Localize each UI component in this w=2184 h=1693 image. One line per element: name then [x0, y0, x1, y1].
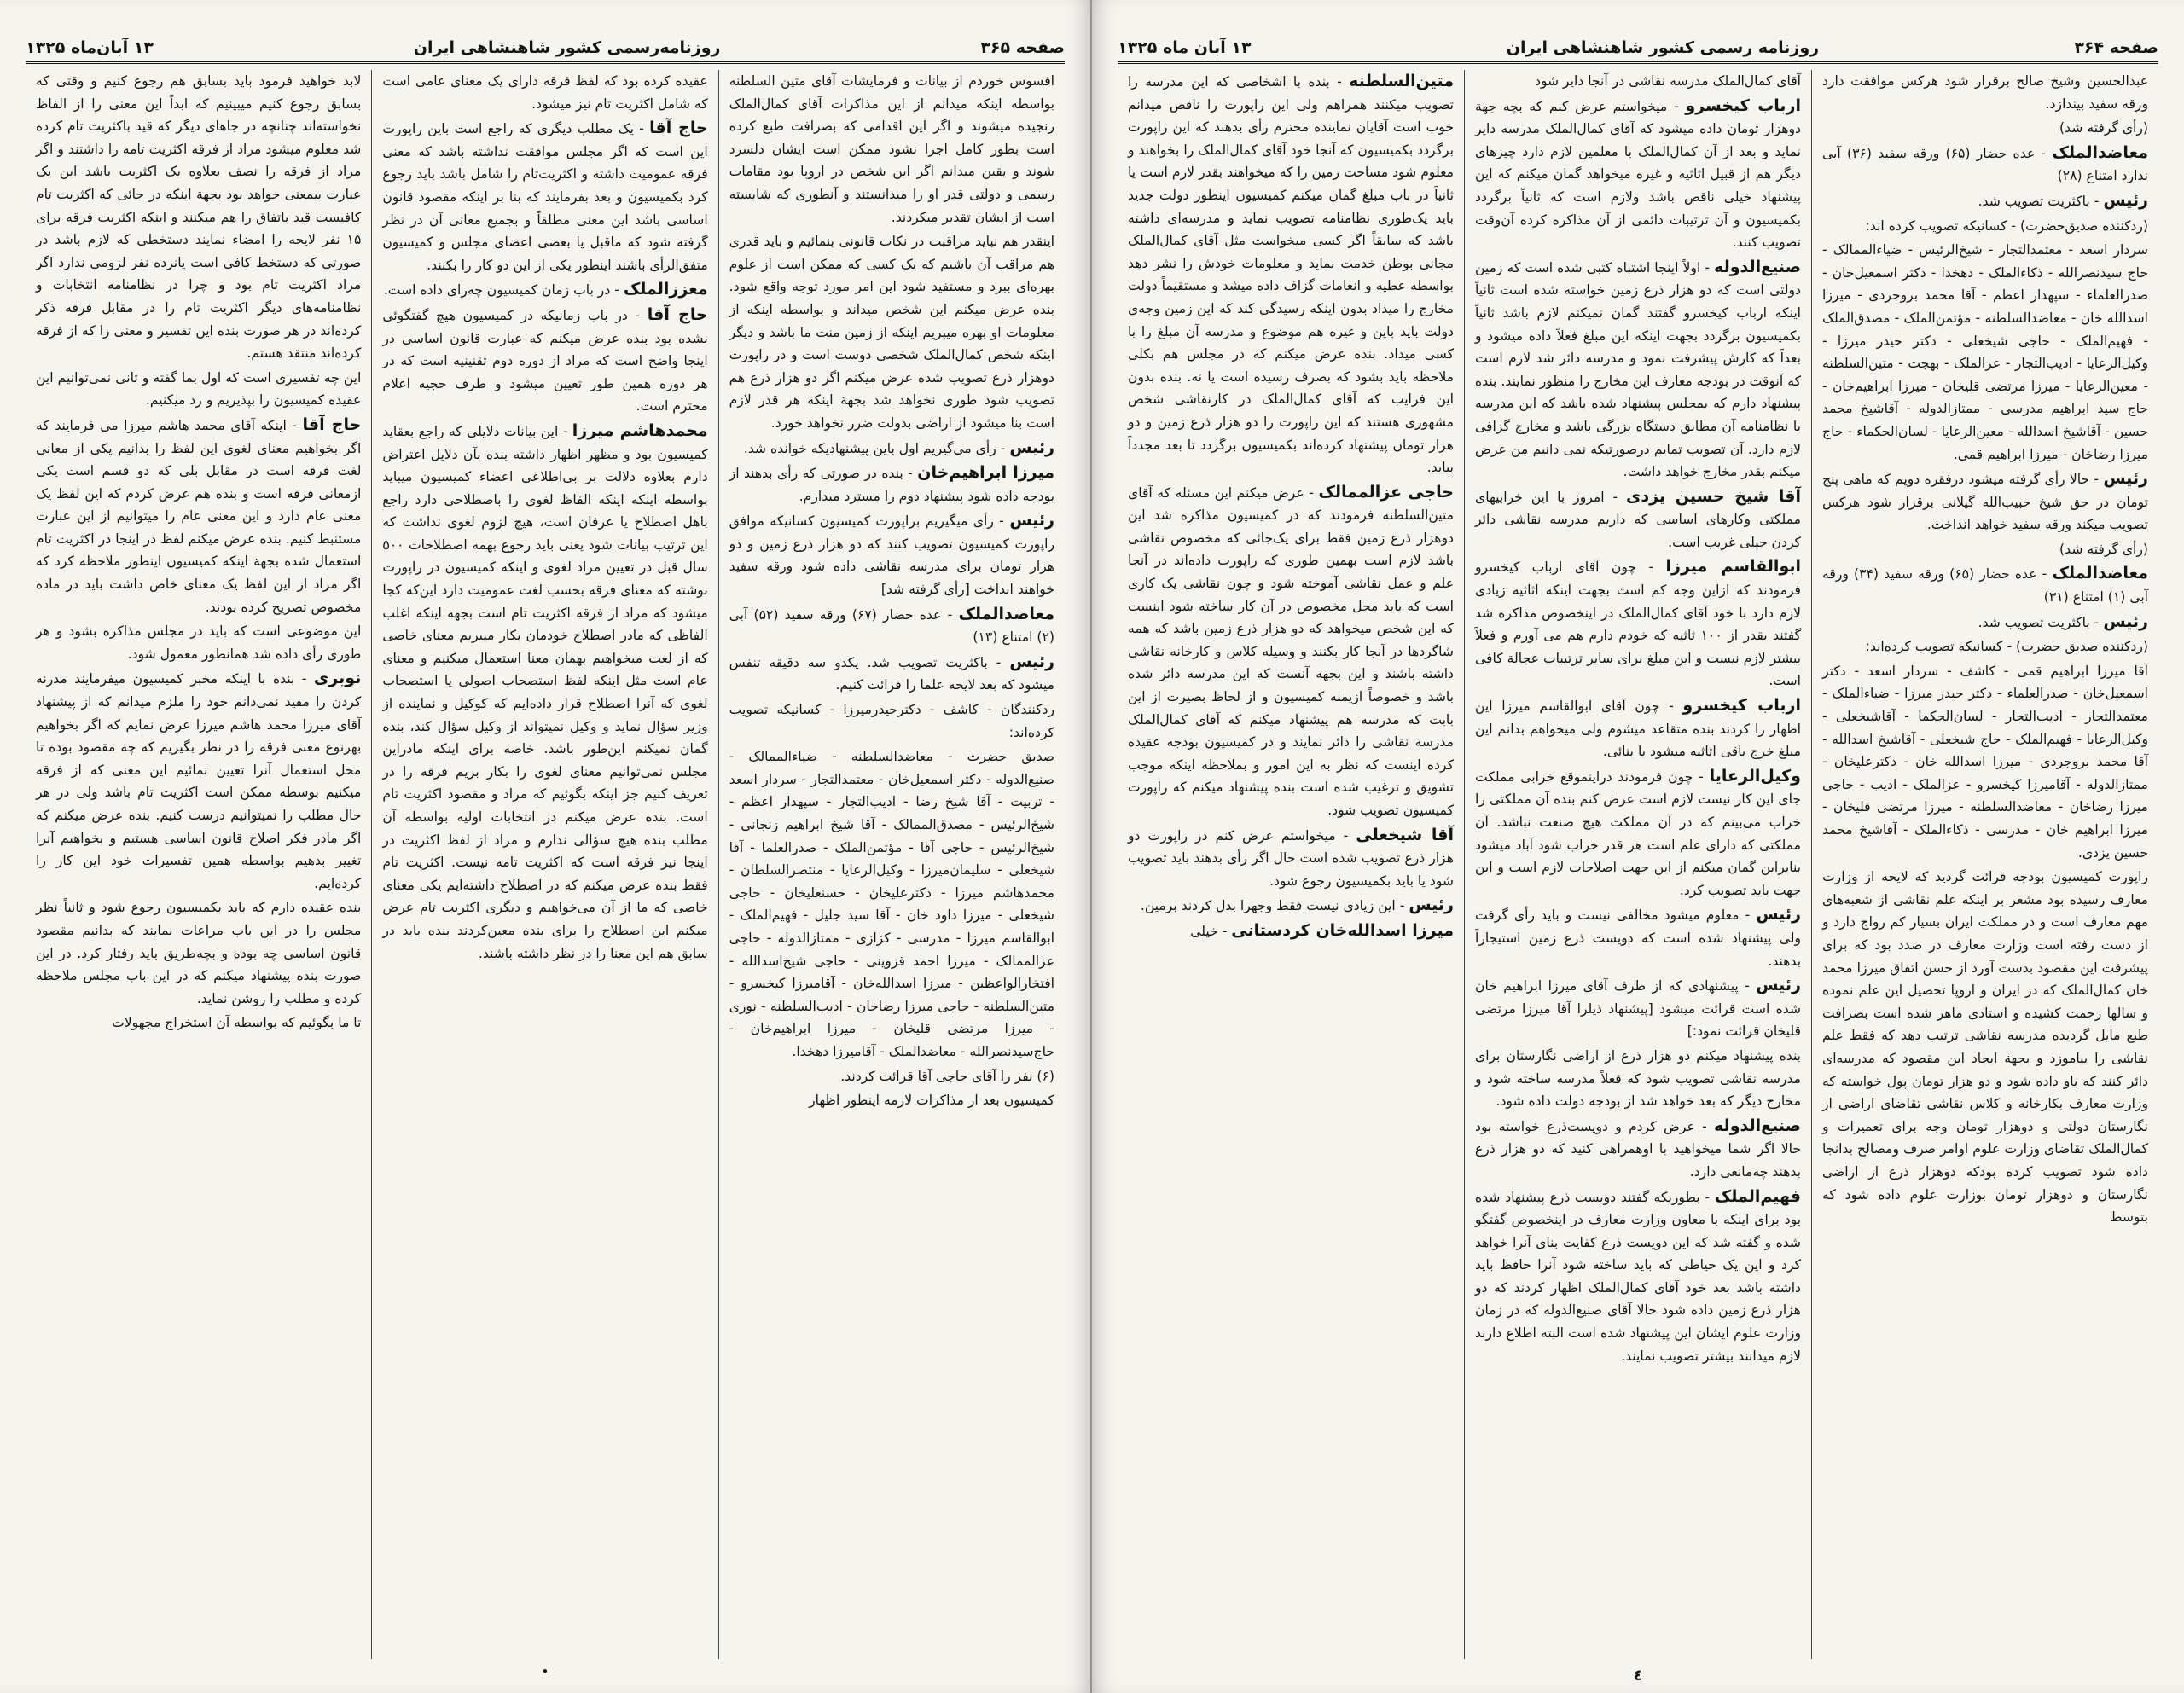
speaker-paragraph: ارباب کیخسرو - چون آقای ابوالقاسم میرزا این اظهار را کردند بنده متقاعد میشوم ولی میخواهم بدانم این مبلغ خرج باقی اثاثیه میشود یا بنائی. [1475, 696, 1801, 760]
speaker-paragraph: رئیس - حالا رأی گرفته میشود درفقره دویم که ماهی پنج تومان در حق شیخ حبیب‌الله گیلانی برقرار شود هرکس تصویب میکند ورقه سفید خواهد انداخت. [1822, 469, 2148, 533]
right-header-rule [1118, 61, 2158, 64]
speaker-paragraph: معاضدالملک - عده حضار (۶۵) ورقه سفید (۳۴) ورقه آبی (۱) امتناع (۳۱) [1822, 564, 2149, 606]
speaker-paragraph: رئیس - باکثریت تصویب شد. [1978, 612, 2148, 631]
speaker-paragraph: محمدهاشم میرزا - این بیانات دلایلی که راجع بعقاید کمیسیون بود و مظهر اظهار داشته بنده بآن دلایل اعتراض دارم بعلاوه دلالت بر بی‌اطلاعی اعضاء کمیسیون میباید بواسطه اینکه اینکه الفاظ لغوی را باصطلاحی دارد راجع باهل اصطلاح یا عرفان است، هیچ لزوم لغوی نداشت که این ترتیب بیانات شود یعنی باید رجوع بهمه اصطلاحات ۵۰۰ سال قبل در تعیین مراد لغوی و اینکه کمیسیون در راپورت نوشته که معنای فرقه بحسب لغت عمومیت دارد این‌که کجا میشود که مراد از فرقه اکثریت تام است بجهه اینکه اغلب الفاظی که مادر اصطلاح خودمان بکار میبریم معنای خاصی که از لغت میخواهیم بهمان معنا استعمال میکنیم و معنای عام است مثل اینکه لفظ استصحاب اصولی یا استصحاب لغوی که آنرا اصطلاح قرار داده‌ایم که کوکیل و نماینده از وزیر سؤال نماید و وکیل نمیتواند از وکیل سؤال کند، بنده گمان نمیکنم این‌طور باشد. خاصه برای اینکه مادراین مجلس نمی‌توانیم معنای لغوی را بکار بریم فرقه را در تعریف کنیم جز اینکه بگوئیم که مراد و مقصود اکثریت تام است. بنده عرض میکنم در انتخابات اولیه بواسطه آن مطلب بنده هیچ سؤالی ندارم و مراد از لفظ اکثریت در اینجا نیز فرقه است که اکثریت تامه نیست. اکثریت تام فقط بنده عرض میکنم که در اصطلاح داشته‌ایم یکی معنای خاصی که ما از آن می‌خواهیم و دیگری اکثریت تام عرض میکنم این اصطلاح را برای بنده معین‌کردند بنده باید در سابق هم این معنا را در نظر داشته باشند. [382, 420, 708, 961]
speaker-name: حاجی عزالممالک [1318, 482, 1454, 502]
speaker-name: حاج آقا [647, 304, 708, 324]
speech-text: بنده با اینکه مخبر کمیسیون میفرمایند مدرنه کردن را مفید نمی‌دانم خود را ملزم میدانم که از پیشنهاد آقای میرزا محمد هاشم میرزا عرض نمایم که اگر بخواهیم بهرنوع معنی فرقه را در نظر بگیریم که چه مقصود بوده تا محل استعمال آنرا تعیین نمائیم این معنی که از فرقه میکنیم بوسطه ممکن است اکثریت تام باشد ولی در هر حال مطلب را نمیتوانیم درست کنیم. بنده عرض میکنم که اگر مادر فکر اصلاح قانون اساسی هستیم و بخواهیم آنرا تغییر بدهیم بواسطه همین تفسیرات خود این کار را کرده‌ایم. [36, 671, 362, 891]
speech-text: عرض کردم و دویست‌ذرع خواسته بود حالا اگر شما میخواهید با اوهمراهی کنید که دو هزار ذرع بدهند چه‌مانعی دارد. [1475, 1118, 1801, 1180]
right-page-header [1118, 38, 2158, 58]
left-page-date: ۱۳ آبان‌ماه ۱۳۲۵ [26, 38, 154, 57]
speaker-paragraph: حاج آقا - یک مطلب دیگری که راجع است باین راپورت این است که اگر مجلس موافقت نداشته باشد که معنی فرقه عمومیت داشته و اکثریت‌تام‌ را شامل باشد باید رجوع کرد بکمیسیون و بعد بفرمایند که بنا بر اینکه مقصود قانون اساسی باشد این معنی مطلقاً و بجمیع معانی آن در نظر گرفته شود که ماقبل یا بعضی اعضای مجلس و کمیسیون متفق‌الرأی باشند اینطور یکی از این دو کار را بکنند. [382, 119, 708, 273]
speaker-name: معززالملک [623, 280, 708, 299]
speaker-name: فهیم‌الملک [1714, 1186, 1801, 1206]
text-paragraph: آقای کمال‌الملک مدرسه نقاشی در آنجا دایر شود [1535, 73, 1801, 89]
left-header-rule [26, 61, 1065, 64]
speaker-name: وکیل‌الرعایا [1709, 766, 1801, 786]
speech-text: میخواستم عرض کنم در راپورت دو هزار ذرع تصویب شده است حال اگر رأی بدهند باید تصویب شود یا باید بکمیسیون رجوع شود. [1128, 827, 1454, 889]
speech-text: حالا رأی گرفته میشود درفقره دویم که ماهی پنج تومان در حق شیخ حبیب‌الله گیلانی برقرار شود هرکس تصویب میکند ورقه سفید خواهد انداخت. [1822, 472, 2148, 533]
right-column-1 [1812, 70, 2158, 1659]
speaker-name: محمدهاشم میرزا [572, 420, 708, 440]
speaker-paragraph: معاضدالملک - عده حضار (۶۵) ورقه سفید (۳۶) آبی ندارد امتناع (۲۸) [1822, 142, 2148, 184]
speaker-paragraph: رئیس - معلوم میشود مخالفی نیست و باید رأی گرفت ولی پیشنهاد شده است که دویست ذرع زمین استیجاراً بدهند. [1475, 905, 1801, 969]
speaker-name: رئیس [2103, 612, 2148, 631]
text-paragraph: بنده عقیده دارم که باید بکمیسیون رجوع شود و ثانیاً نظر مجلس را در این باب مراعات نمایند که بدانیم مقصود قانون اساسی چه بوده و بچه‌طریق باید رفتار کرد. در این صورت بنده پیشنهاد میکنم که در این باب مجلس ملاحظه کرده و مطلب را روشن نماید. [36, 900, 362, 1006]
text-paragraph: (ردکننده صدیق حضرت) - کسانیکه تصویب کرده‌اند: [1865, 639, 2148, 655]
text-paragraph: (۶) نفر را آقای حاجی آقا قرائت کردند. [840, 1068, 1054, 1084]
speaker-paragraph: رئیس - باکثریت تصویب شد. یکدو سه دقیقه تنفس میشود که بعد لایحه علما را قرائت کنیم. [729, 652, 1054, 693]
right-newspaper-name: روزنامه رسمی کشور شاهنشاهی ایران [1506, 38, 1820, 57]
text-paragraph: لابد خواهید فرمود باید بسابق هم رجوع کنیم و وقتی که بسابق رجوع کنیم میبینیم که ابداً این معنی را از الفاظ نخواسته‌اند چنانچه در جاهای دیگر که قید باکثریت تام کرده شد معلوم میشود مراد از فرقه اکثریت تامه را داشتند و اگر مراد از فرقه را نصف بعلاوه یک اکثریت باشد این یک عبارت بیمعنی خواهد بود بجهة اینکه در جائی که اکثریت تام کافیست قید باتفاق را هم میکنند و اینکه اکثریت فرقه برای ۱۵ نفر لایحه را امضاء نمایند دستخطی که لازم باشد در صورتی که دستخط کافی است یانزده نفر لزومی ندارد اگر مراد اکثریت تام بود و چرا در نظامنامه انتخابات و نظامنامه‌های دیگر اکثریت تام را در مقابل فرقه ذکر کرده‌اند در هر صورت بنده این تفسیر و معنی را که از فرقه کرده‌اند منتقد هستم. [36, 73, 362, 362]
left-page-number: صفحه ۳۶۵ [980, 38, 1065, 57]
left-column-1 [719, 70, 1065, 1659]
speaker-paragraph: ارباب کیخسرو - میخواستم عرض کنم که بچه جهة دوهزار تومان داده میشود که آقای کمال‌الملک مدرسه دایر نماید و بعد از آن کمال‌الملک با معلمین لازم دارد چیزهای دیگر هم از قبیل اثاثیه و غیره میخواهد گمان میکنم که این پیشنهاد خیلی ناقص باشد ولازم است که ثانیاً برگردد بکمیسیون و آن ترتیبات دائمی از آن مذاکره کرده آن‌وقت تصویب کنند. [1475, 96, 1802, 251]
speaker-name: رئیس [1009, 652, 1054, 671]
speaker-name: نوبری [313, 669, 362, 688]
text-paragraph: ردکنندگان - کاشف - دکترحیدرمیرزا - کسانیکه تصویب کرده‌اند: [729, 702, 1054, 740]
speech-text: باکثریت تصویب شد. یکدو سه دقیقه تنفس میشود که بعد لایحه علما را قرائت کنیم. [729, 654, 1054, 693]
speech-text: رأی میگیریم براپورت کمیسیون کسانیکه موافق راپورت کمیسیون تصویب کنند که دو هزار ذرع زمین و دو هزار تومان برای مدرسه نقاشی داده شود ورقه سفید خواهند انداخت [رأی گرفته شد] [729, 513, 1054, 598]
speaker-paragraph: معززالملک - در باب زمان کمیسیون چه‌رای داده است. [383, 280, 708, 299]
speaker-name: آقا شیخ حسین یزدی [1626, 486, 1801, 506]
speech-text: اولاً اینجا اشتباه کتبی شده است که زمین دولتی است که دو هزار ذرع زمین خواسته شده است ثانیاً اینکه ارباب کیخسرو گفتند گمان نمیکنم لازم باشد ثانیاً بکمیسیون برگردد بجهت اینکه این مبلغ فعلاً داده میشود و بعداً که کارش پیشرفت نمود و مدرسه دائر شد لازم است که آنوقت در بودجه معارف این مخارج را منظور نمایند. بنده پیشنهاد دارم که بمجلس پیشنهاد شده باشد که این مدرسه یا نظامنامه آن مطابق دستگاه بزرگی باشد و مخارج گزافی لازم دارد. آن تصویب تمایم درصورتیکه نمی دانیم من عرض میکنم بقدر مخارج خواهد داشت. [1475, 259, 1801, 480]
speech-text: بنده با اشخاصی که این مدرسه را تصویب میکنند همراهم ولی این راپورت را ناقص میدانم خوب است آقایان نماینده محترم رأی بدهند که این راپورت برگردد بکمیسیون که آنجا خود آقای کمال‌الملک را بخواهند و معلوم شود مساحت زمین را که میخواهند بقدر لازم است یا ثانیاً در باب مبلغ گمان میکنم کمیسیون اینطور دولت جدید باید یک‌طوری نظامنامه تصویب نماید و مدرسه‌ای داشته باشد که سابقاً اگر کسی میخواست مثل آقای کمال‌الملک مجانی بوطن خدمت نماید و معلومات خودش را نشر دهد بواسطه عطیه و انعامات گزاف داده میشد و مستقیماً دولت مخارج را میداد بدون اینکه رسیدگی کند که این زمین وجه‌ی دولت باید باین و غیره هم موضوع و مدرسه آن مبلغ را با کسی میداد. بنده عرض میکنم که در مجلس هم بکلی ملاحظه باید بشود که بصرف رسیده است یا نه. بنده بدون این فرایب که آقای کمال‌الملک در کارنقاشی شخص مشهوری هستند که این راپورت را دو هزار ذرع زمین و دو هزار تومان پیشنهاد کرده‌اند بکمیسیون برگردد تا بعد مجدداً بیاید. [1128, 74, 1454, 476]
speaker-name: معاضدالملک [2052, 564, 2149, 583]
speech-text: عده حضار (۶۷) ورقه سفید (۵۲) آبی (۲) امتناع (۱۳) [729, 606, 1054, 646]
speaker-paragraph: رئیس - باکثریت تصویب شد. [1978, 190, 2148, 210]
speech-text: خیلی [1190, 923, 1218, 939]
speech-text: در باب زمان کمیسیون چه‌رای داده است. [383, 282, 611, 299]
speaker-paragraph: وکیل‌الرعایا - چون فرمودند دراینموقع خرابی مملکت جای این کار نیست لازم است عرض کنم بنده آن مملکتی را خراب می‌بینم که در آن مملکت هیچ صنعت نباشد. آن مملکتی که دارای علم است هر قدر خراب شود آباد میشود بنابراین گمان میکنم از این جهت اصلاحات لازم است و این جهت باید تصویب کرد. [1475, 766, 1801, 898]
speaker-name: رئیس [1009, 438, 1054, 457]
speech-text: بنده در صورتی که رأی بدهند از بودجه داده شود پیشنهاد دوم را مسترد میدارم. [729, 466, 1054, 504]
left-column-2 [372, 70, 718, 1659]
speech-text: چون آقای ابوالقاسم میرزا این اظهار را کردند بنده متقاعد میشوم ولی میخواهم بدانم این مبلغ خرج باقی اثاثیه میشود یا بنائی. [1475, 699, 1801, 760]
speaker-name: رئیس [1756, 905, 1801, 925]
speaker-paragraph: حاج آقا - در باب زمانیکه در کمیسیون هیچ گفتگوئی نشده بود بنده عرض میکنم که عبارت قانون اساسی در اینجا واضح است که مراد از دوره دوم تقنینیه است که در هر دوره همین طور تعیین میشود و طرف حجیه اعلام محترم است. [382, 304, 708, 415]
speaker-paragraph: صنیع‌الدوله - اولاً اینجا اشتباه کتبی شده است که زمین دولتی است که دو هزار ذرع زمین خواسته شده است ثانیاً اینکه ارباب کیخسرو گفتند گمان نمیکنم لازم باشد ثانیاً بکمیسیون برگردد بجهت اینکه این مبلغ فعلاً داده میشود و بعداً که کارش پیشرفت نمود و مدرسه دائر شد لازم است که آنوقت در بودجه معارف این مخارج را منظور نمایند. بنده پیشنهاد دارم که بمجلس پیشنهاد شده باشد که این مدرسه یا نظامنامه آن مطابق دستگاه بزرگی باشد و مخارج گزافی لازم دارد. آن تصویب تمایم درصورتیکه نمی دانیم من عرض میکنم بقدر مخارج خواهد داشت. [1475, 257, 1801, 480]
speaker-paragraph: معاضدالملک - عده حضار (۶۷) ورقه سفید (۵۲) آبی (۲) امتناع (۱۳) [729, 604, 1054, 646]
speech-text: بطوریکه گفتند دویست ذرع پیشنهاد شده بود برای اینکه با معاون وزارت معارف در اینخصوص گفتگو شده و گفته شد که این دویست ذرع کفایت بنای آنرا خواهد کرد و این یک حیاطی که باید ساخته شود آنرا حافظ باید داشته باشد بعد خود آقای کمال‌الملک اظهار کردند که دو هزار ذرع زمین داده شود حالا آقای صنیع‌الدوله که در زمان وزارت علوم ایشان این پیشنهاد شده است البته اطلاع دارند لازم میدانند بیشتر تصویب نمایند. [1475, 1189, 1801, 1364]
speaker-name: رئیس [1009, 511, 1054, 531]
speaker-name: ارباب کیخسرو [1685, 96, 1802, 115]
text-paragraph: (رأی گرفته شد) [2059, 120, 2148, 136]
speech-text: عرض میکنم این مسئله که آقای متین‌السلطنه فرمودند که در کمیسیون مذاکره شد این دوهزار ذرع زمین فقط برای یک‌جائی که مخصوص نقاشی باشد لازم است بهمین طوری که راپورت داده‌اند در آنجا علم و عمل نقاشی آموخته شود و چون نقاشی یک کاری است که باید محل مخصوص در آن کار ساخته شود اینست که این شخص میخواهد که دو هزار ذرع زمین باشد که همه شاگردها در آنجا کار بکنند و وسیله کلاس و کارخانه نقاشی داشته باشند و این بجهه آنست که این مدرسه دائر شده باشد و خصوصاً ازیمنه کمیسیون و از لحاظ بصیرت از این بابت که مدرسه هم پیشنهاد میکنم که آقای کمال‌الملک مدرسه نقاشی را دائر نمایند و در کمیسیون بودجه عقیده کرده اینست که نظر به این امور و بملاحظه اینکه موجب تشویق و ترغیب شده است بنده پیشنهاد میکنم که راپورت کمیسیون تصویب شود. [1128, 484, 1454, 818]
speech-text: باکثریت تصویب شد. [1978, 193, 2090, 209]
speech-text: این بیانات دلایلی که راجع بعقاید کمیسیون بود و مظهر اظهار داشته بنده بآن دلایل اعتراض دارم بعلاوه دلالت بر بی‌اطلاعی اعضاء کمیسیون میباید بواسطه اینکه اینکه الفاظ لغوی را باصطلاحی دارد راجع باهل اصطلاح یا عرفان است، هیچ لزوم لغوی نداشت که این ترتیب بیانات شود یعنی باید رجوع بهمه اصطلاحات ۵۰۰ سال قبل در تعیین مراد لغوی و اینکه کمیسیون در راپورت نوشته که معنای فرقه بحسب لغت عمومیت دارد این‌که کجا میشود که مراد از فرقه اکثریت تام است بجهه اینکه اغلب الفاظی که مادر اصطلاح خودمان بکار میبریم معنای خاصی که از لغت میخواهیم بهمان معنا استعمال میکنیم و معنای عام است مثل اینکه لفظ استصحاب اصولی یا استصحاب لغوی که آنرا اصطلاح قرار داده‌ایم که کوکیل و نماینده از وزیر سؤال نماید و وکیل نمیتواند از وکیل سؤال کند، بنده گمان نمیکنم این‌طور باشد. خاصه برای اینکه مادراین مجلس نمی‌توانیم معنای لغوی را بکار بریم فرقه را در تعریف کنیم جز اینکه بگوئیم که مراد و مقصود اکثریت تام است. بنده عرض میکنم در انتخابات اولیه بواسطه آن مطلب بنده هیچ سؤالی ندارم و مراد از لفظ اکثریت در اینجا نیز فرقه است که اکثریت تامه نیست. اکثریت تام فقط بنده عرض میکنم که در اصطلاح داشته‌ایم یکی معنای خاصی که ما از آن می‌خواهیم و دیگری اکثریت تام عرض میکنم این اصطلاح را برای بنده معین‌کردند بنده باید در سابق هم این معنا را در نظر داشته باشند. [382, 423, 708, 961]
speech-text: چون آقای ارباب کیخسرو فرمودند که ازاین وجه کم است بجهت اینکه اثاثیه زیادی لازم دارد با خود آقای کمال‌الملک در اینخصوص مذاکره شد گفتند بقدر از ۱۰۰ ثاثیه که خودم دارم هم می آورم و فعلاً بیشتر لازم نیست و این مبلغ برای سایر ترتیبات عجالة کافی است. [1475, 560, 1801, 689]
speech-text: رأی می‌گیریم اول باین پیشنهادیکه خوانده شد. [743, 440, 996, 456]
text-paragraph: (ردکننده صدیق‌حضرت) - کسانیکه تصویب کرده اند: [1865, 217, 2148, 234]
speaker-name: صنیع‌الدوله [1714, 1116, 1801, 1135]
speech-text: پیشنهادی که از طرف آقای میرزا ابراهیم خان شده است قرائت میشود [پیشنهاد ذیلرا آقا میرزا مرتضی قلیخان قرائت نمود:] [1475, 978, 1801, 1040]
speaker-paragraph: رئیس - رأی می‌گیریم اول باین پیشنهادیکه خوانده شد. [743, 438, 1054, 457]
speaker-name: آقا شیخعلی [1356, 825, 1454, 844]
speech-text: امروز با این خرابیهای مملکتی وکارهای اساسی که داریم مدرسه نقاشی دائر کردن خیلی غریب است. [1475, 489, 1801, 550]
right-page-number: صفحه ۳۶۴ [2074, 38, 2158, 57]
text-paragraph: آقا میرزا ابراهیم قمی - کاشف - سردار اسعد - دکتر اسمعیل‌خان - صدرالعلماء - دکتر حیدر میرزا - ضیاءالملک - معتمدالتجار - ادیب‌التجار - لسان‌الحکما - آقاشیخعلی - وکیل‌الرعایا - فهیم‌الملک - حاج شیخعلی - آقاشیخ اسدالله - آقا محمد بروجردی - میرزا اسدالله خان - دکترعلیخان - ممتازالدوله - آقامیرزا کیخسرو - عزالملک - ادیب - حاجی میرزا رضاخان - معاضدالسلطنه - میرزا مرتضی قلیخان - میرزا ابراهیم خان - مدرسی - ذکاءالملک - آقاشیخ محمد حسین یزدی. [1822, 663, 2148, 861]
speaker-paragraph: رئیس - این زیادی نیست فقط وجهرا بدل کردند برمین. [1140, 896, 1454, 915]
speaker-name: معاضدالملک [2052, 142, 2148, 162]
right-page-footer: ٤ [1633, 1667, 1643, 1684]
speaker-paragraph: نوبری - بنده با اینکه مخبر کمیسیون میفرمایند مدرنه کردن را مفید نمی‌دانم خود را ملزم میدانم که از پیشنهاد آقای میرزا محمد هاشم میرزا عرض نمایم که اگر بخواهیم بهرنوع معنی فرقه را در نظر بگیریم که چه مقصود بوده تا محل استعمال آنرا تعیین نمائیم این معنی که از فرقه میکنیم بوسطه ممکن است اکثریت تام باشد ولی در هر حال مطلب را نمیتوانیم درست کنیم. بنده عرض میکنم که اگر مادر فکر اصلاح قانون اساسی هستیم و بخواهیم آنرا تغییر بدهیم بواسطه همین تفسیرات خود این کار را کرده‌ایم. [36, 669, 362, 891]
text-paragraph: سردار اسعد - معتمدالتجار - شیخ‌الرئیس - ضیاءالممالک - حاج سیدنصرالله - ذکاءالملک - دهخدا - دکتر اسمعیل‌خان - صدرالعلماء - سپهدار اعظم - آقا محمد بروجردی - میرزا اسدالله خان - معاضدالسلطنه - مؤتمن‌الملک - مصدق‌الملک - فهیم‌الملک - حاجی شیخعلی - دکتر حیدر میرزا - وکیل‌الرعایا - ادیب‌التجار - عزالملک - بهجت - متین‌السلطنه - معین‌الرعایا - میرزا مرتضی قلیخان - میرزا ابراهیم‌خان - حاج سید ابراهیم مدرسی - ممتازالدوله - آقاشیخ محمد حسین - آقاشیخ اسدالله - معین‌الرعایا - لسان‌الحکماء - حاج میرزا رضاخان - میرزا ابراهیم قمی. [1822, 242, 2148, 462]
speaker-name: معاضدالملک [958, 604, 1054, 623]
right-column-3 [1118, 70, 1465, 1659]
speaker-name: متین‌السلطنه [1349, 72, 1454, 90]
speaker-paragraph: متین‌السلطنه - بنده با اشخاصی که این مدرسه را تصویب میکنند همراهم ولی این راپورت را ناقص میدانم خوب است آقایان نماینده محترم رأی بدهند که این راپورت برگردد بکمیسیون که آنجا خود آقای کمال‌الملک را بخواهند و معلوم شود مساحت زمین را که میخواهند بقدر لازم است یا ثانیاً در باب مبلغ گمان میکنم کمیسیون اینطور دولت جدید باید یک‌طوری نظامنامه تصویب نماید و مدرسه‌ای داشته باشد که سابقاً اگر کسی میخواست مثل آقای کمال‌الملک مجانی بوطن خدمت نماید و معلومات خودش را نشر دهد بواسطه عطیه و انعامات گزاف داده میشد و مستقیماً دولت مخارج را میداد بدون اینکه رسیدگی کند که این زمین وجه‌ی دولت باید باین و غیره هم موضوع و مدرسه آن مبلغ را با کسی میداد. بنده عرض میکنم که در مجلس هم بکلی ملاحظه باید بشود که بصرف رسیده است یا نه. بنده بدون این فرایب که آقای کمال‌الملک در کارنقاشی شخص مشهوری هستند که این راپورت را دو هزار ذرع زمین و دو هزار تومان پیشنهاد کرده‌اند بکمیسیون برگردد تا بعد مجدداً بیاید. [1128, 72, 1454, 476]
text-paragraph: بنده پیشنهاد میکنم دو هزار ذرع از اراضی نگارستان برای مدرسه نقاشی تصویب شود که فعلاً مدرسه ساخته شود و مخارج دیگر که بعد خواهد شد از بودجه دولت داده شود. [1475, 1047, 1801, 1110]
right-columns [1118, 70, 2158, 1659]
speaker-name: حاج آقا [649, 119, 708, 138]
right-page-date: ۱۳ آبان ماه ۱۳۲۵ [1118, 38, 1252, 57]
left-columns [26, 70, 1065, 1659]
speaker-name: رئیس [1756, 976, 1801, 995]
speaker-paragraph: فهیم‌الملک - بطوریکه گفتند دویست ذرع پیشنهاد شده بود برای اینکه با معاون وزارت معارف در اینخصوص گفتگو شده و گفته شد که این دویست ذرع کفایت بنای آنرا خواهد کرد و این یک حیاطی که باید ساخته شود آنرا حافظ باید داشته باشد بعد خود آقای کمال‌الملک اظهار کردند که دو هزار ذرع زمین داده شود حالا آقای صنیع‌الدوله که در زمان وزارت علوم ایشان این پیشنهاد شده است البته اطلاع دارند لازم میدانند بیشتر تصویب نمایند. [1475, 1186, 1801, 1364]
speaker-paragraph: صنیع‌الدوله - عرض کردم و دویست‌ذرع خواسته بود حالا اگر شما میخواهید با اوهمراهی کنید که دو هزار ذرع بدهند چه‌مانعی دارد. [1475, 1116, 1801, 1180]
speaker-name: حاج آقا [302, 415, 362, 434]
speech-text: این زیادی نیست فقط وجهرا بدل کردند برمین. [1140, 898, 1396, 914]
text-paragraph: (رأی گرفته شد) [2059, 541, 2148, 557]
text-paragraph: اینقدر هم نباید مراقبت در نکات قانونی بنمائیم و باید قدری هم مراقب آن باشیم که یک کسی که ممکن است از علوم بهره‌ای ببرد و مستفید شود این امر مورد توجه واقع شود. بنده عرض میکنم این شخص میداند و بواسطه اینکه از معلومات او بهره میبریم اینکه از زمین منت ما باشد و دیگر اینکه شخص کمال‌الملک شخصی دوست است و در راپورت دوهزار ذرع تصویب شده عرض میکنم اگر دو هزار ذرع هم تصویب شود طوری نخواهد شد بجهة اینکه هر قدر لازم است بنا میشود از اراضی بدولت ضرر نخواهد خورد. [729, 234, 1054, 431]
right-page [1092, 0, 2184, 1693]
speaker-paragraph: رئیس - رأی میگیریم براپورت کمیسیون کسانیکه موافق راپورت کمیسیون تصویب کنند که دو هزار ذرع زمین و دو هزار تومان برای مدرسه نقاشی داده شود ورقه سفید خواهند انداخت [رأی گرفته شد] [729, 511, 1054, 598]
speaker-paragraph: حاجی عزالممالک - عرض میکنم این مسئله که آقای متین‌السلطنه فرمودند که در کمیسیون مذاکره شد این دوهزار ذرع زمین فقط برای یک‌جائی که مخصوص نقاشی باشد لازم است بهمین طوری که راپورت داده‌اند در آنجا علم و عمل نقاشی آموخته شود و چون نقاشی یک کاری است که باید محل مخصوص در آن کار ساخته شود اینست که این شخص میخواهد که دو هزار ذرع زمین باشد که همه شاگردها در آنجا کار بکنند و وسیله کلاس و کارخانه نقاشی داشته باشند و این بجهه آنست که این مدرسه دائر شده باشد و خصوصاً ازیمنه کمیسیون و از لحاظ بصیرت از این بابت که مدرسه هم پیشنهاد میکنم که آقای کمال‌الملک مدرسه نقاشی را دائر نمایند و در کمیسیون بودجه عقیده کرده اینست که نظر به این امور و بملاحظه اینکه موجب تشویق و ترغیب شده است بنده پیشنهاد میکنم که راپورت کمیسیون تصویب شود. [1128, 482, 1454, 818]
speaker-name: رئیس [2103, 469, 2148, 489]
speaker-name: ارباب کیخسرو [1682, 696, 1801, 716]
speech-text: اینکه آقای محمد هاشم میرزا می فرمایند که اگر بخواهیم معنای لغوی این لفظ را بدانیم یکی از معانی لغت فرقه است در مقابل بلی که دو قسم است یکی ازمعانی فرقه است و بنده هم عرض کردم که این لفظ یک معنی عام دارد و این معنی عام را میتوانیم از این عبارت مستنبط کنیم. بنده عرض میکنم لفظ در اینجا در اکثریت تام استعمال شده بجهة اینکه کمیسیون اینطور ملاحظه کرد که اگر مراد از این لفظ یک معنای خاص داشت باید در ماده مخصوص تصریح کرده بودند. [36, 417, 362, 615]
speech-text: باکثریت تصویب شد. [1978, 614, 2090, 630]
text-paragraph: صدیق حضرت - معاضدالسلطنه - ضیاءالممالک - صنیع‌الدوله - دکتر اسمعیل‌خان - معتمدالتجار - سردار اسعد - تربیت - آقا شیخ رضا - ادیب‌التجار - سپهدار اعظم - شیخ‌الرئیس - مصدق‌الممالک - آقا شیخ ابراهیم زنجانی - شیخ‌الرئیس - حاجی آقا - مؤتمن‌الملک - صدرالعلما - آقا شیخعلی - سلیمان‌میرزا - وکیل‌الرعایا - منتصرالسلطان - محمدهاشم میرزا - دکترعلیخان - حسنعلیخان - حاجی شیخعلی - میرزا داود خان - آقا سید جلیل - فهیم‌الملک - ابوالقاسم میرزا - مدرسی - کزازی - ممتازالدوله - حاجی عزالممالک - میرزا احمد قزوینی - حاجی شیخ‌اسدالله - افتخارالواعظین - میرزا اسدالله‌خان - آقامیرزا کیخسرو - متین‌السلطنه - حاجی میرزا رضاخان - ادیب‌السلطنه - نوری - میرزا مرتضی قلیخان - میرزا ابراهیم‌خان - حاج‌سیدنصرالله - معاضدالملک - آقامیرزا دهخدا. [729, 749, 1054, 1059]
speaker-paragraph: رئیس - پیشنهادی که از طرف آقای میرزا ابراهیم خان شده است قرائت میشود [پیشنهاد ذیلرا آقا میرزا مرتضی قلیخان قرائت نمود:] [1475, 976, 1801, 1040]
left-page-header [26, 38, 1065, 58]
speech-text: عده حضار (۶۵) ورقه سفید (۳۴) ورقه آبی (۱) امتناع (۳۱) [1822, 566, 2148, 606]
right-column-2 [1465, 70, 1812, 1659]
text-paragraph: این موضوعی است که باید در مجلس مذاکره بشود و هر طوری رأی داده شد همانطور معمول شود. [36, 623, 362, 662]
text-paragraph: افسوس خوردم از بیانات و فرمایشات آقای متین السلطنه بواسطه اینکه میدانم از این مذاکرات آقای کمال‌الملک رنجیده میشوند و اگر این اقدامی که بصرافت طبع کرده است بطور کامل اجرا نشود ممکن است ایشان دلسرد شوند و یقین میدانم اگر این شخص در اروپا بود مقامات رسمی و دولتی قدر او را میدانستند و آنطوری که شایسته است از ایشان تقدیر میکردند. [729, 73, 1054, 225]
text-paragraph: تا ما بگوئیم که بواسطه آن استخراج مجهولات [112, 1015, 362, 1031]
speaker-name: صنیع‌الدوله [1714, 257, 1801, 276]
text-paragraph: کمیسیون بعد از مذاکرات لازمه اینطور اظهار [809, 1093, 1054, 1109]
left-newspaper-name: روزنامه‌رسمی کشور شاهنشاهی ایران [413, 38, 721, 57]
speaker-name: رئیس [1409, 896, 1454, 915]
speech-text: معلوم میشود مخالفی نیست و باید رأی گرفت ولی پیشنهاد شده است که دویست ذرع زمین استیجاراً بدهند. [1475, 907, 1801, 969]
text-paragraph: راپورت کمیسیون بودجه قرائت گردید که لایحه از وزارت معارف رسیده بود مشعر بر اینکه علم نقاشی از شعبه‌های مهم معارف است و در مملکت ایران بسیار کم رواج دارد و از دست رفته است وزارت معارف در صدد بود که برای پیشرفت این مقصود بدست آورد از حسن اتفاق میرزا محمد خان کمال‌الملک که در ایران و اروپا تحصیل این علم نموده و سالها زحمت کشیده و استادی ماهر شده است بصرافت طبع مایل گردیده مدرسه نقاشی ترتیب دهد که فقط علم نقاشی را بیاموزد و بجهة ایجاد این مقصود که مدرسه‌ای دائر کنند که باو داده شود و دو هزار تومان پول خواسته که وزارت معارف بکارخانه و کلاس نقاشی تقاضای اراضی از نگارستان دولتی و دوهزار تومان وجه برای تعمیرات و کمال‌الملک تقاضای وزارت علوم اوامر صرف ومصالح بدانجا داده شود تصویب کرده بودکه دوهزار ذرع از اراضی نگارستان و دوهزار تومان بوزارت علوم داده شود که بتوسط [1822, 869, 2148, 1226]
speech-text: یک مطلب دیگری که راجع است باین راپورت این است که اگر مجلس موافقت نداشته باشد که معنی فرقه عمومیت داشته و اکثریت‌تام‌ را شامل باشد باید رجوع کرد بکمیسیون و بعد بفرمایند که بنا بر اینکه مقصود قانون اساسی باشد این معنی مطلقاً و بجمیع معانی آن در نظر گرفته شود که ماقبل یا بعضی اعضای مجلس و کمیسیون متفق‌الرأی باشند اینطور یکی از این دو کار را بکنند. [382, 121, 708, 273]
speech-text: عده حضار (۶۵) ورقه سفید (۳۶) آبی ندارد امتناع (۲۸) [1822, 145, 2148, 184]
speech-text: میخواستم عرض کنم که بچه جهة دوهزار تومان داده میشود که آقای کمال‌الملک مدرسه دایر نماید و بعد از آن کمال‌الملک با معلمین لازم دارد چیزهای دیگر هم از قبیل اثاثیه و غیره میخواهد گمان میکنم که این پیشنهاد خیلی ناقص باشد ولازم است که ثانیاً برگردد بکمیسیون و آن ترتیبات دائمی از آن مذاکره کرده آن‌وقت تصویب کنند. [1475, 98, 1801, 251]
left-column-3 [26, 70, 372, 1659]
speaker-name: رئیس [2103, 190, 2148, 210]
left-page-footer: • [542, 1666, 549, 1678]
speaker-paragraph: ابوالقاسم میرزا - چون آقای ارباب کیخسرو فرمودند که ازاین وجه کم است بجهت اینکه اثاثیه زیادی لازم دارد با خود آقای کمال‌الملک در اینخصوص مذاکره شد گفتند بقدر از ۱۰۰ ثاثیه که خودم دارم هم می آورم و فعلاً بیشتر لازم نیست و این مبلغ برای سایر ترتیبات عجالة کافی است. [1475, 557, 1802, 689]
speaker-paragraph: آقا شیخ حسین یزدی - امروز با این خرابیهای مملکتی وکارهای اساسی که داریم مدرسه نقاشی دائر کردن خیلی غریب است. [1475, 486, 1801, 550]
speaker-name: ابوالقاسم میرزا [1665, 557, 1802, 577]
text-paragraph: عقیده کرده بود که لفظ فرقه دارای یک معنای عامی است که شامل اکثریت تام نیز میشود. [382, 73, 708, 112]
speaker-name: میرزا ابراهیم‌خان [917, 463, 1054, 483]
speech-text: در باب زمانیکه در کمیسیون هیچ گفتگوئی نشده بود بنده عرض میکنم که عبارت قانون اساسی در اینجا واضح است که مراد از دوره دوم تقنینیه است که در هر دوره همین طور تعیین میشود و طرف حجیه اعلام محترم است. [382, 307, 708, 415]
speaker-paragraph: میرزا ابراهیم‌خان - بنده در صورتی که رأی بدهند از بودجه داده شود پیشنهاد دوم را مسترد میدارم. [729, 463, 1054, 504]
text-paragraph: عبدالحسین وشیخ صالح برقرار شود هرکس موافقت دارد ورقه سفید بیندازد. [1822, 73, 2148, 112]
speaker-paragraph: میرزا اسدالله‌خان کردستانی - خیلی [1190, 920, 1454, 940]
text-paragraph: این چه تفسیری است که اول بما گفته و ثانی نمی‌توانیم این عقیده کمیسیون را بپذیریم و رد میکنیم. [36, 369, 362, 409]
speaker-paragraph: آقا شیخعلی - میخواستم عرض کنم در راپورت دو هزار ذرع تصویب شده است حال اگر رأی بدهند باید تصویب شود یا باید بکمیسیون رجوع شود. [1128, 825, 1454, 889]
speech-text: چون فرمودند دراینموقع خرابی مملکت جای این کار نیست لازم است عرض کنم بنده آن مملکتی را خراب می‌بینم که در آن مملکت هیچ صنعت نباشد. آن مملکتی که دارای علم است هر قدر خراب شود آباد میشود بنابراین گمان میکنم از این جهت اصلاحات لازم است و این جهت باید تصویب کرد. [1475, 768, 1801, 898]
speaker-name: میرزا اسدالله‌خان کردستانی [1231, 920, 1454, 940]
speaker-paragraph: حاج آقا - اینکه آقای محمد هاشم میرزا می فرمایند که اگر بخواهیم معنای لغوی این لفظ را بدانیم یکی از معانی لغت فرقه است در مقابل بلی که دو قسم است یکی ازمعانی فرقه است و بنده هم عرض کردم که این لفظ یک معنی عام دارد و این معنی عام را میتوانیم از این عبارت مستنبط کنیم. بنده عرض میکنم لفظ در اینجا در اکثریت تام استعمال شده بجهة اینکه کمیسیون اینطور ملاحظه کرد که اگر مراد از این لفظ یک معنای خاص داشت باید در ماده مخصوص تصریح کرده بودند. [36, 415, 362, 615]
